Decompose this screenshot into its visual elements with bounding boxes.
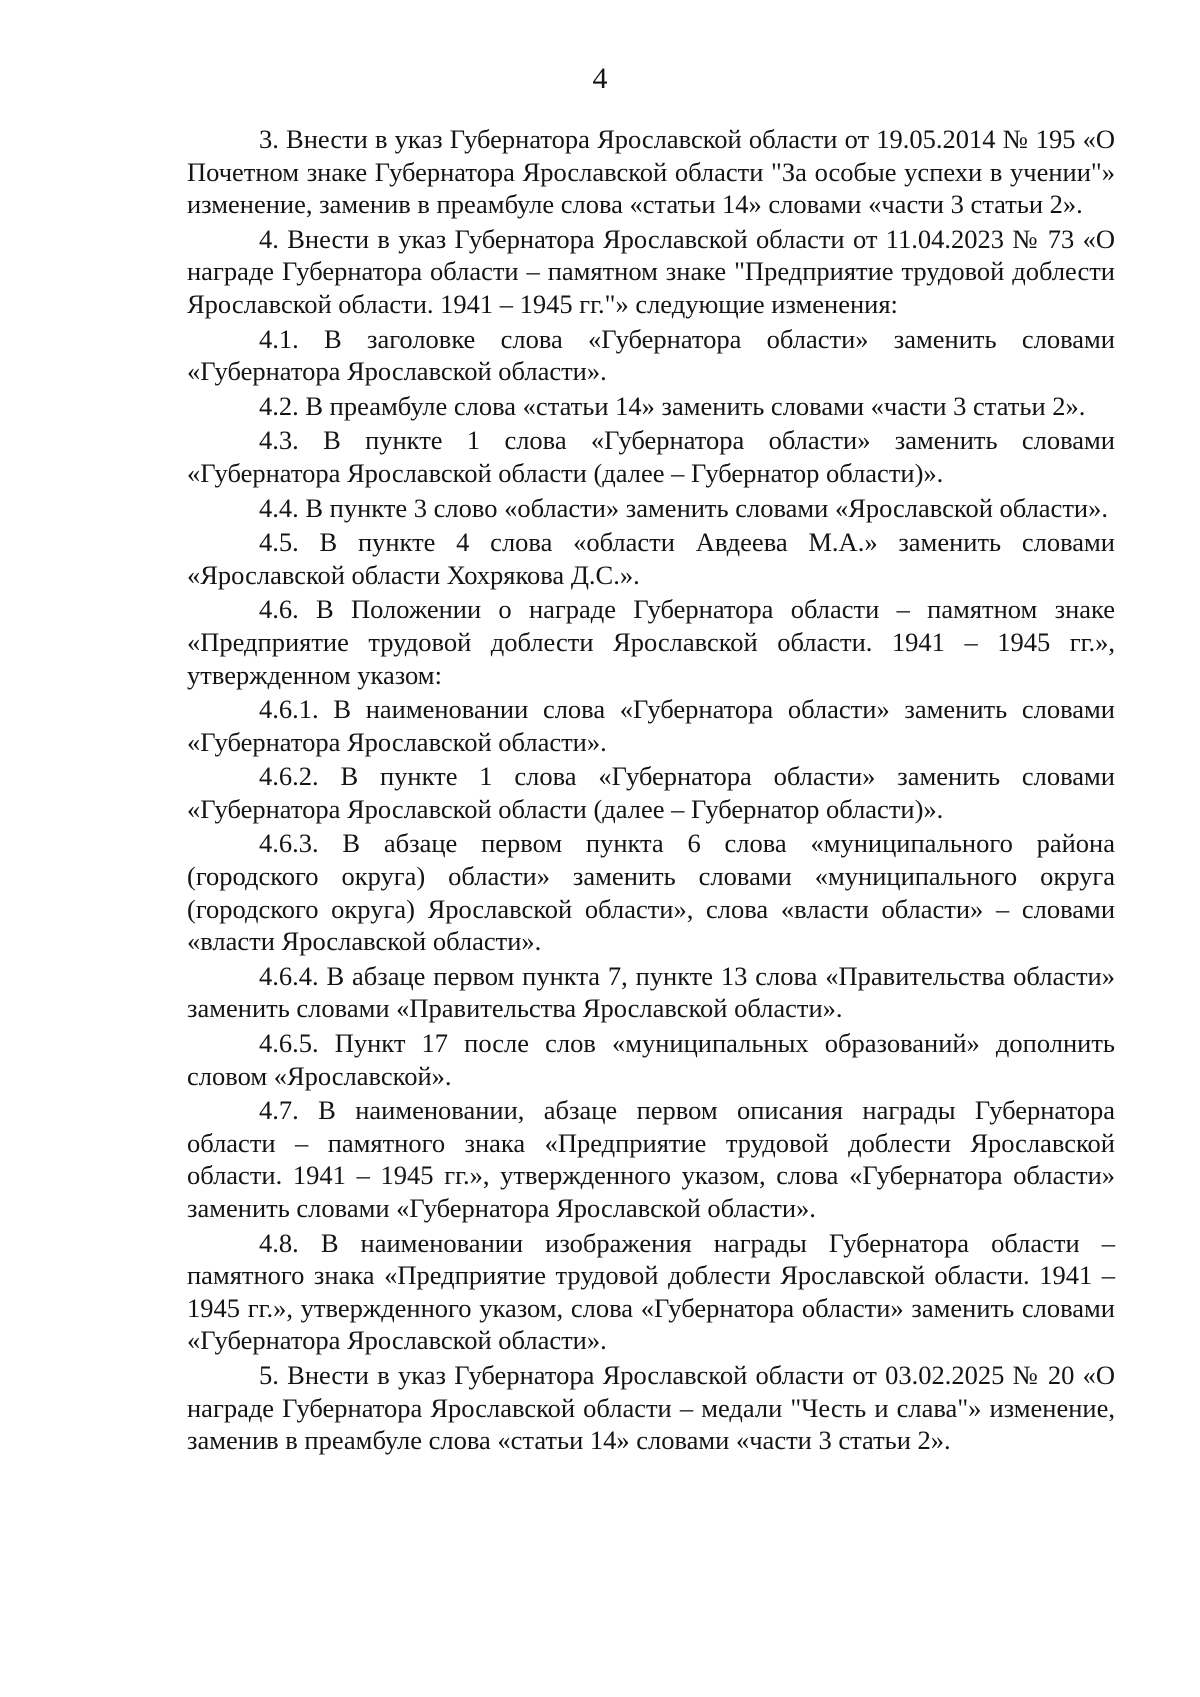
paragraph-4-2: 4.2. В преамбуле слова «статьи 14» заменить словами «части 3 статьи 2». <box>259 390 1086 421</box>
paragraph-4-7: 4.7. В наименовании, абзаце первом описания награды Губернатора области – памятного знака «Предприятие трудовой доблести Ярославской области. 1941 – 1945 гг.», утвержденного указом, слова «Губернатора области» заменить словами «Губернатора Ярославской области». <box>187 1095 1115 1223</box>
paragraph-4-6-3: 4.6.3. В абзаце первом пункта 6 слова «муниципального района (городского округа) области» заменить словами «муниципального округа (городского округа) Ярославской области», слова «власти области» – словами «власти Ярославской области». <box>187 828 1115 957</box>
paragraph-4-6-5: 4.6.5. Пункт 17 после слов «муниципальных образований» дополнить словом «Ярославской». <box>187 1028 1115 1091</box>
paragraph-4-6-1: 4.6.1. В наименовании слова «Губернатора области» заменить словами «Губернатора Ярославской области». <box>187 694 1115 757</box>
paragraph-4-4: 4.4. В пункте 3 слово «области» заменить словами «Ярославской области». <box>259 492 1108 523</box>
paragraph-3: 3. Внести в указ Губернатора Ярославской области от 19.05.2014 № 195 «О Почетном знаке Губернатора Ярославской области "За особые успехи в учении"» изменение, заменив в преамбуле слова «статьи 14» словами «части 3 статьи 2». <box>187 124 1115 220</box>
document-body <box>187 123 1115 1459</box>
paragraph-4-1: 4.1. В заголовке слова «Губернатора области» заменить словами «Губернатора Ярославской области». <box>187 323 1115 387</box>
paragraph-4-6-4: 4.6.4. В абзаце первом пункта 7, пункте 13 слова «Правительства области» заменить словами «Правительства Ярославской области». <box>187 960 1115 1024</box>
page-number: 4 <box>592 62 608 95</box>
paragraph-5: 5. Внести в указ Губернатора Ярославской области от 03.02.2025 № 20 «О награде Губернатора Ярославской области – медали "Честь и слава"» изменение, заменив в преамбуле слова «статьи 14» словами «части 3 статьи 2». <box>187 1359 1115 1456</box>
paragraph-4-5: 4.5. В пункте 4 слова «области Авдеева М.А.» заменить словами «Ярославской области Хохрякова Д.С.». <box>187 527 1115 590</box>
paragraph-4-8: 4.8. В наименовании изображения награды Губернатора области – памятного знака «Предприятие трудовой доблести Ярославской области. 1941 – 1945 гг.», утвержденного указом, слова «Губернатора области» заменить словами «Губернатора Ярославской области». <box>187 1227 1115 1356</box>
paragraph-4: 4. Внести в указ Губернатора Ярославской области от 11.04.2023 № 73 «О награде Губернатора области – памятном знаке "Предприятие трудовой доблести Ярославской области. 1941 – 1945 гг."» следующие изменения: <box>187 223 1115 319</box>
paragraph-4-6-2: 4.6.2. В пункте 1 слова «Губернатора области» заменить словами «Губернатора Ярославской области (далее – Губернатор области)». <box>187 761 1115 824</box>
paragraph-4-6: 4.6. В Положении о награде Губернатора области – памятном знаке «Предприятие трудовой доблести Ярославской области. 1941 – 1945 гг.», утвержденном указом: <box>187 594 1115 690</box>
paragraph-4-3: 4.3. В пункте 1 слова «Губернатора области» заменить словами «Губернатора Ярославской области (далее – Губернатор области)». <box>187 425 1115 488</box>
